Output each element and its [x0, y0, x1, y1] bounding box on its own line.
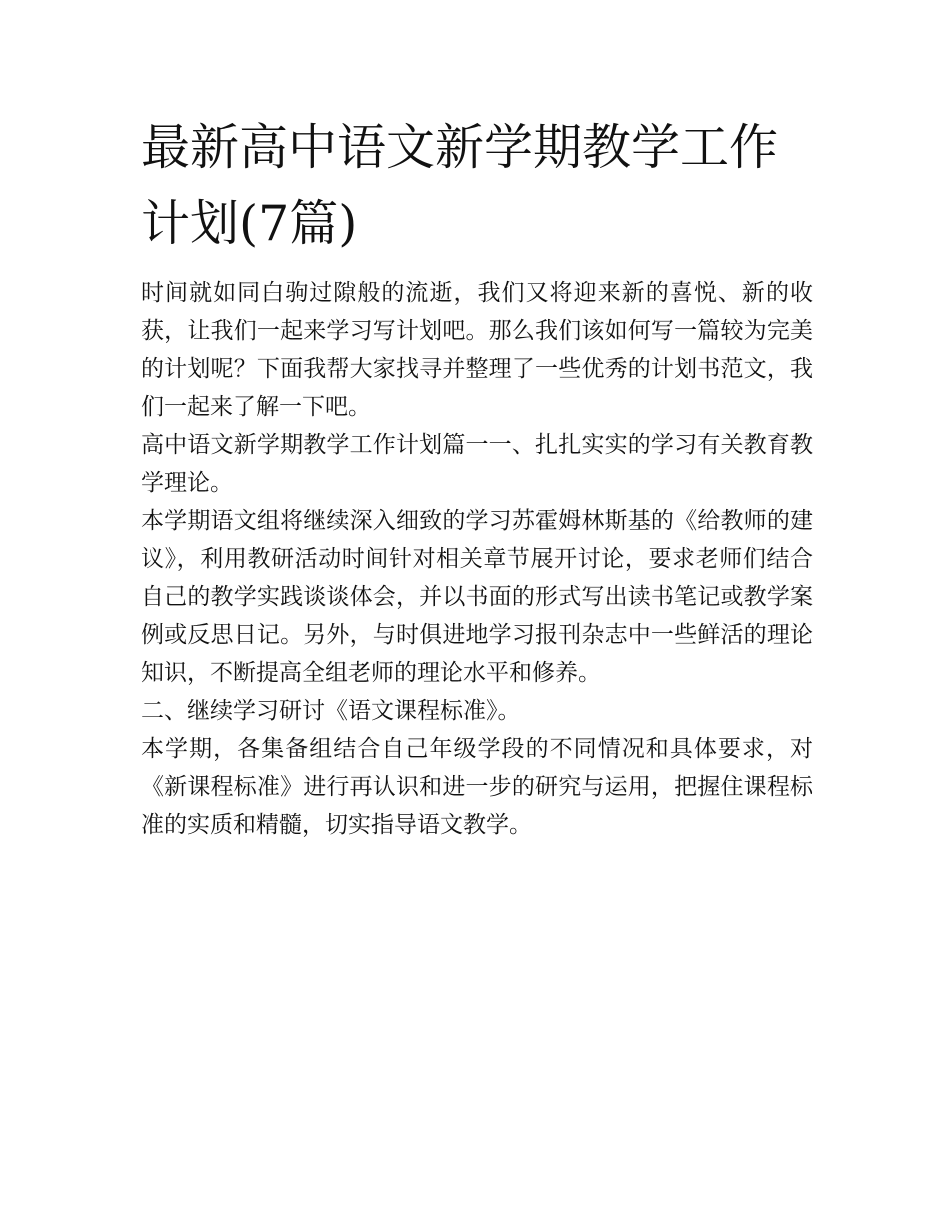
paragraph-section-2-body: 本学期，各集备组结合自己年级学段的不同情况和具体要求，对《新课程标准》进行再认识和进一步的研究与运用，把握住课程标准的实质和精髓，切实指导语文教学。 — [141, 736, 813, 838]
paragraph-section-1-body: 本学期语文组将继续深入细致的学习苏霍姆林斯基的《给教师的建议》，利用教研活动时间针对相关章节展开讨论，要求老师们结合自己的教学实践谈谈体会，并以书面的形式写出读书笔记或教学案例或反思日记。另外，与时俱进地学习报刊杂志中一些鲜活的理论知识，不断提高全组老师的理论水平和修养。 — [141, 508, 813, 686]
paragraph-intro: 时间就如同白驹过隙般的流逝，我们又将迎来新的喜悦、新的收获，让我们一起来学习写计划吧。那么我们该如何写一篇较为完美的计划呢？下面我帮大家找寻并整理了一些优秀的计划书范文，我们一起来了解一下吧。 — [141, 280, 813, 420]
document-title: 最新高中语文新学期教学工作计划(7篇) — [141, 119, 779, 252]
paragraph-section-1-heading: 高中语文新学期教学工作计划篇一一、扎扎实实的学习有关教育教学理论。 — [141, 432, 813, 496]
document-content — [141, 110, 813, 844]
paragraph-section-2-heading: 二、继续学习研讨《语文课程标准》。 — [141, 698, 521, 724]
